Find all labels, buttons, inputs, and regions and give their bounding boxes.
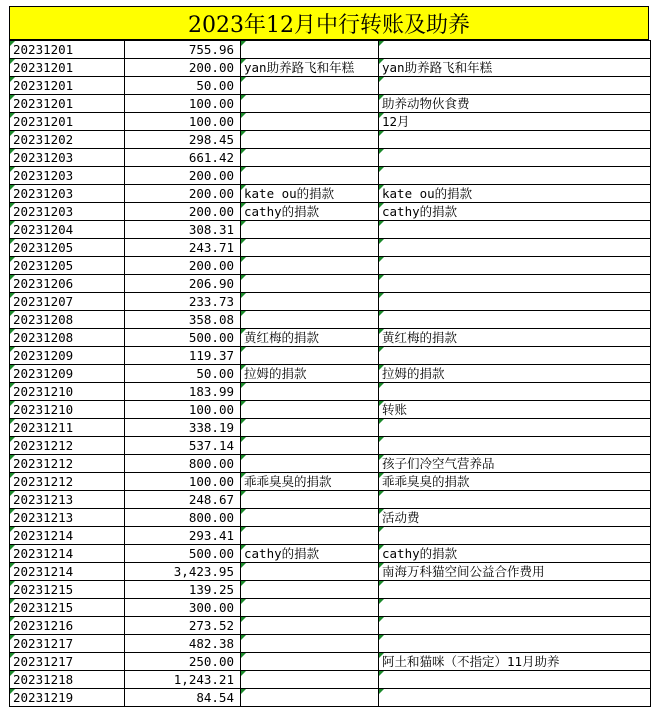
amount-cell[interactable]: 100.00: [125, 95, 241, 113]
date-cell[interactable]: 20231217: [10, 635, 125, 653]
date-cell[interactable]: 20231215: [10, 599, 125, 617]
date-cell[interactable]: 20231201: [10, 59, 125, 77]
date-cell[interactable]: 20231217: [10, 653, 125, 671]
purpose-cell[interactable]: [379, 311, 651, 329]
amount-cell[interactable]: 243.71: [125, 239, 241, 257]
purpose-cell[interactable]: [379, 491, 651, 509]
date-cell[interactable]: 20231212: [10, 455, 125, 473]
table-row: [10, 149, 651, 167]
note-cell[interactable]: [241, 617, 379, 635]
note-cell[interactable]: [241, 401, 379, 419]
table-row: [10, 671, 651, 689]
amount-cell[interactable]: 1,243.21: [125, 671, 241, 689]
sheet-title[interactable]: 2023年12月中行转账及助养: [9, 6, 649, 40]
note-cell[interactable]: [241, 257, 379, 275]
amount-cell[interactable]: 500.00: [125, 329, 241, 347]
purpose-cell[interactable]: [379, 77, 651, 95]
date-cell[interactable]: 20231212: [10, 437, 125, 455]
table-row: [10, 581, 651, 599]
amount-cell[interactable]: 233.73: [125, 293, 241, 311]
purpose-cell[interactable]: 孩子们冷空气营养品: [379, 455, 651, 473]
table-row: [10, 563, 651, 581]
date-cell[interactable]: 20231214: [10, 545, 125, 563]
purpose-cell[interactable]: [379, 131, 651, 149]
purpose-cell[interactable]: [379, 293, 651, 311]
purpose-cell[interactable]: [379, 671, 651, 689]
amount-cell[interactable]: 298.45: [125, 131, 241, 149]
purpose-cell[interactable]: [379, 635, 651, 653]
note-cell[interactable]: [241, 131, 379, 149]
date-cell[interactable]: 20231215: [10, 581, 125, 599]
note-cell[interactable]: [241, 563, 379, 581]
note-cell[interactable]: [241, 509, 379, 527]
table-row: [10, 257, 651, 275]
date-cell[interactable]: 20231219: [10, 689, 125, 707]
purpose-cell[interactable]: cathy的捐款: [379, 203, 651, 221]
amount-cell[interactable]: 100.00: [125, 401, 241, 419]
date-cell[interactable]: 20231203: [10, 203, 125, 221]
table-row: [10, 437, 651, 455]
amount-cell[interactable]: 200.00: [125, 167, 241, 185]
table-row: [10, 239, 651, 257]
table-row: [10, 293, 651, 311]
table-row: [10, 599, 651, 617]
amount-cell[interactable]: 206.90: [125, 275, 241, 293]
purpose-cell[interactable]: 拉姆的捐款: [379, 365, 651, 383]
note-cell[interactable]: 乖乖臭臭的捐款: [241, 473, 379, 491]
note-cell[interactable]: [241, 437, 379, 455]
purpose-cell[interactable]: 南海万科猫空间公益合作费用: [379, 563, 651, 581]
table-row: [10, 383, 651, 401]
purpose-cell[interactable]: [379, 41, 651, 59]
note-cell[interactable]: [241, 689, 379, 707]
purpose-cell[interactable]: [379, 689, 651, 707]
date-cell[interactable]: 20231211: [10, 419, 125, 437]
date-cell[interactable]: 20231210: [10, 383, 125, 401]
amount-cell[interactable]: 50.00: [125, 365, 241, 383]
table-row: [10, 275, 651, 293]
table-row: [10, 473, 651, 491]
amount-cell[interactable]: 200.00: [125, 59, 241, 77]
amount-cell[interactable]: 3,423.95: [125, 563, 241, 581]
purpose-cell[interactable]: [379, 167, 651, 185]
amount-cell[interactable]: 800.00: [125, 455, 241, 473]
amount-cell[interactable]: 300.00: [125, 599, 241, 617]
table-row: [10, 491, 651, 509]
table-row: [10, 185, 651, 203]
note-cell[interactable]: [241, 113, 379, 131]
table-row: [10, 95, 651, 113]
purpose-cell[interactable]: [379, 419, 651, 437]
table-row: [10, 59, 651, 77]
note-cell[interactable]: [241, 77, 379, 95]
purpose-cell[interactable]: [379, 383, 651, 401]
date-cell[interactable]: 20231205: [10, 257, 125, 275]
amount-cell[interactable]: 183.99: [125, 383, 241, 401]
date-cell[interactable]: 20231213: [10, 491, 125, 509]
amount-cell[interactable]: 500.00: [125, 545, 241, 563]
table-row: [10, 545, 651, 563]
table-row: [10, 203, 651, 221]
date-cell[interactable]: 20231203: [10, 167, 125, 185]
date-cell[interactable]: 20231203: [10, 149, 125, 167]
date-cell[interactable]: 20231202: [10, 131, 125, 149]
purpose-cell[interactable]: yan助养路飞和年糕: [379, 59, 651, 77]
purpose-cell[interactable]: [379, 275, 651, 293]
date-cell[interactable]: 20231201: [10, 95, 125, 113]
note-cell[interactable]: [241, 419, 379, 437]
date-cell[interactable]: 20231212: [10, 473, 125, 491]
note-cell[interactable]: [241, 167, 379, 185]
note-cell[interactable]: cathy的捐款: [241, 203, 379, 221]
table-row: [10, 329, 651, 347]
amount-cell[interactable]: 273.52: [125, 617, 241, 635]
table-row: [10, 131, 651, 149]
amount-cell[interactable]: 358.08: [125, 311, 241, 329]
amount-cell[interactable]: 119.37: [125, 347, 241, 365]
date-cell[interactable]: 20231209: [10, 347, 125, 365]
purpose-cell[interactable]: [379, 527, 651, 545]
amount-cell[interactable]: 139.25: [125, 581, 241, 599]
purpose-cell[interactable]: [379, 347, 651, 365]
table-row: [10, 365, 651, 383]
amount-cell[interactable]: 338.19: [125, 419, 241, 437]
purpose-cell[interactable]: [379, 437, 651, 455]
note-cell[interactable]: 拉姆的捐款: [241, 365, 379, 383]
table-row: [10, 653, 651, 671]
amount-cell[interactable]: 248.67: [125, 491, 241, 509]
purpose-cell[interactable]: [379, 257, 651, 275]
note-cell[interactable]: [241, 95, 379, 113]
purpose-cell[interactable]: 阿土和猫咪（不指定）11月助养: [379, 653, 651, 671]
table-row: [10, 221, 651, 239]
table-row: [10, 113, 651, 131]
amount-cell[interactable]: 661.42: [125, 149, 241, 167]
date-cell[interactable]: 20231210: [10, 401, 125, 419]
amount-cell[interactable]: 293.41: [125, 527, 241, 545]
table-row: [10, 77, 651, 95]
table-row: [10, 311, 651, 329]
note-cell[interactable]: [241, 221, 379, 239]
note-cell[interactable]: [241, 653, 379, 671]
date-cell[interactable]: 20231218: [10, 671, 125, 689]
amount-cell[interactable]: 537.14: [125, 437, 241, 455]
amount-cell[interactable]: 50.00: [125, 77, 241, 95]
date-cell[interactable]: 20231209: [10, 365, 125, 383]
purpose-cell[interactable]: kate ou的捐款: [379, 185, 651, 203]
amount-cell[interactable]: 250.00: [125, 653, 241, 671]
purpose-cell[interactable]: [379, 581, 651, 599]
date-cell[interactable]: 20231201: [10, 77, 125, 95]
purpose-cell[interactable]: cathy的捐款: [379, 545, 651, 563]
date-cell[interactable]: 20231208: [10, 311, 125, 329]
note-cell[interactable]: [241, 635, 379, 653]
purpose-cell[interactable]: 转账: [379, 401, 651, 419]
amount-cell[interactable]: 200.00: [125, 203, 241, 221]
table-row: [10, 419, 651, 437]
note-cell[interactable]: yan助养路飞和年糕: [241, 59, 379, 77]
transfer-table: [9, 40, 651, 707]
note-cell[interactable]: [241, 527, 379, 545]
amount-cell[interactable]: 100.00: [125, 113, 241, 131]
table-row: [10, 41, 651, 59]
purpose-cell[interactable]: 12月: [379, 113, 651, 131]
table-row: [10, 635, 651, 653]
amount-cell[interactable]: 200.00: [125, 257, 241, 275]
table-row: [10, 167, 651, 185]
note-cell[interactable]: [241, 581, 379, 599]
date-cell[interactable]: 20231207: [10, 293, 125, 311]
date-cell[interactable]: 20231214: [10, 527, 125, 545]
amount-cell[interactable]: 482.38: [125, 635, 241, 653]
amount-cell[interactable]: 200.00: [125, 185, 241, 203]
table-row: [10, 689, 651, 707]
note-cell[interactable]: [241, 41, 379, 59]
note-cell[interactable]: [241, 149, 379, 167]
amount-cell[interactable]: 800.00: [125, 509, 241, 527]
note-cell[interactable]: 黄红梅的捐款: [241, 329, 379, 347]
purpose-cell[interactable]: 活动费: [379, 509, 651, 527]
note-cell[interactable]: [241, 455, 379, 473]
date-cell[interactable]: 20231208: [10, 329, 125, 347]
date-cell[interactable]: 20231206: [10, 275, 125, 293]
note-cell[interactable]: [241, 311, 379, 329]
date-cell[interactable]: 20231213: [10, 509, 125, 527]
note-cell[interactable]: [241, 599, 379, 617]
note-cell[interactable]: kate ou的捐款: [241, 185, 379, 203]
purpose-cell[interactable]: [379, 239, 651, 257]
note-cell[interactable]: [241, 275, 379, 293]
date-cell[interactable]: 20231205: [10, 239, 125, 257]
table-row: [10, 347, 651, 365]
note-cell[interactable]: [241, 383, 379, 401]
note-cell[interactable]: [241, 293, 379, 311]
note-cell[interactable]: [241, 491, 379, 509]
table-row: [10, 509, 651, 527]
date-cell[interactable]: 20231216: [10, 617, 125, 635]
purpose-cell[interactable]: [379, 599, 651, 617]
purpose-cell[interactable]: [379, 149, 651, 167]
date-cell[interactable]: 20231214: [10, 563, 125, 581]
date-cell[interactable]: 20231201: [10, 113, 125, 131]
note-cell[interactable]: [241, 239, 379, 257]
date-cell[interactable]: 20231204: [10, 221, 125, 239]
note-cell[interactable]: cathy的捐款: [241, 545, 379, 563]
note-cell[interactable]: [241, 671, 379, 689]
amount-cell[interactable]: 308.31: [125, 221, 241, 239]
amount-cell[interactable]: 755.96: [125, 41, 241, 59]
purpose-cell[interactable]: 黄红梅的捐款: [379, 329, 651, 347]
note-cell[interactable]: [241, 347, 379, 365]
purpose-cell[interactable]: 助养动物伙食费: [379, 95, 651, 113]
purpose-cell[interactable]: [379, 617, 651, 635]
table-row: [10, 527, 651, 545]
purpose-cell[interactable]: [379, 221, 651, 239]
date-cell[interactable]: 20231201: [10, 41, 125, 59]
amount-cell[interactable]: 100.00: [125, 473, 241, 491]
table-row: [10, 617, 651, 635]
table-row: [10, 401, 651, 419]
amount-cell[interactable]: 84.54: [125, 689, 241, 707]
date-cell[interactable]: 20231203: [10, 185, 125, 203]
table-row: [10, 455, 651, 473]
purpose-cell[interactable]: 乖乖臭臭的捐款: [379, 473, 651, 491]
